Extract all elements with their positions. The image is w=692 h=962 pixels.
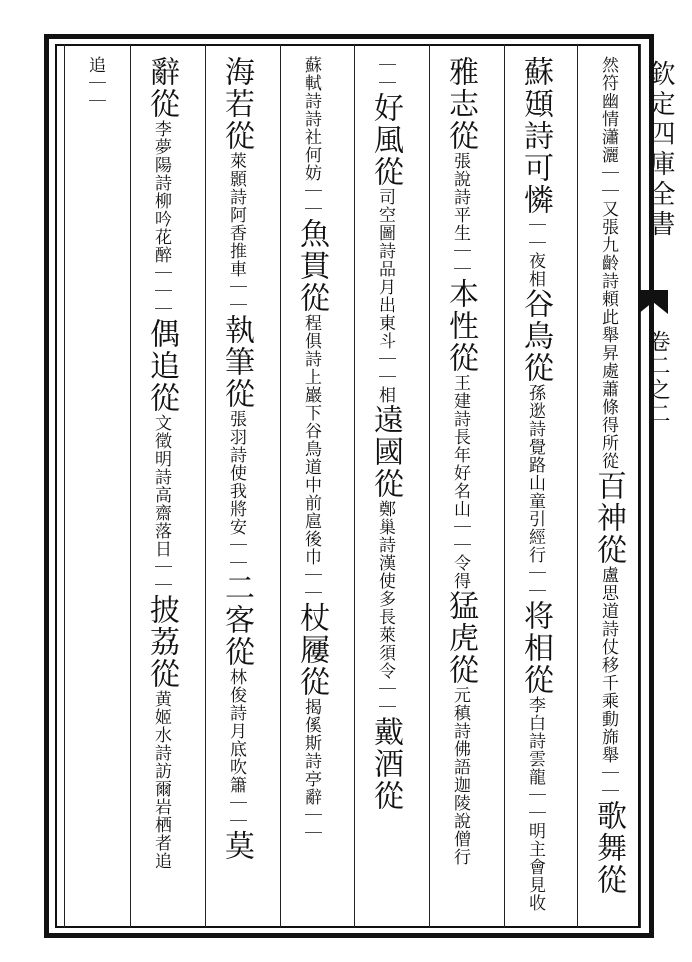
headword: 雅志從: [443, 56, 478, 152]
annotation: 張說詩平生｜｜: [450, 152, 470, 278]
annotation: 盧思道詩仗移千: [598, 566, 618, 692]
text-column: [288, 56, 334, 916]
fishtail-mark-icon: [638, 290, 668, 314]
headword: 魚貫從: [294, 218, 329, 314]
headword: 辭從: [144, 56, 179, 120]
text-column: [72, 56, 118, 916]
annotation: 程俱詩上巖下谷鳥道中前扈後巾｜｜: [301, 314, 321, 602]
annotation: 林俊詩月底吹簫｜｜: [226, 668, 246, 830]
annotation: 王建詩長年好名山｜｜令得: [450, 374, 470, 590]
margin-title: 欽定四庫全書: [645, 60, 675, 240]
annotation: 揭傒斯詩亭辭｜｜: [301, 698, 321, 842]
headword: 二客從: [219, 572, 254, 668]
column-rule: [577, 44, 578, 928]
annotation: 萊顥詩阿香推車｜｜: [226, 152, 246, 314]
headword: 好風從: [368, 92, 403, 188]
annotation: 文徵明詩高齋落日｜｜: [151, 414, 171, 594]
text-column: [213, 56, 259, 916]
headword: 戴酒從: [368, 716, 403, 812]
column-rule: [429, 44, 430, 928]
text-column: [437, 56, 483, 916]
column-rule: [64, 44, 65, 928]
headword: 披荔從: [144, 594, 179, 690]
annotation: 蘇軾詩詩社何妨｜｜: [301, 56, 321, 218]
annotation: 元稹詩佛語迦陵說僧行: [450, 686, 470, 866]
annotation: ｜｜: [375, 56, 395, 92]
annotation: 李白詩雲龍｜｜明主會見收: [525, 696, 545, 912]
annotation: ｜｜夜相: [525, 216, 545, 288]
annotation: 鄭巢詩漢使多長萊須令｜｜: [375, 500, 395, 716]
headword: 遠國從: [368, 404, 403, 500]
annotation: 然: [598, 56, 618, 74]
headword: 猛虎從: [443, 590, 478, 686]
text-column: [138, 56, 184, 916]
text-column: [512, 56, 558, 916]
annotation: 李夢陽詩柳吟花醉｜｜｜: [151, 120, 171, 318]
headword: 海若從: [219, 56, 254, 152]
headword: 谷鳥從: [518, 288, 553, 384]
headword: 執筆從: [219, 314, 254, 410]
annotation: 孫逖詩覺路山童: [525, 384, 545, 510]
text-column: [585, 56, 631, 916]
annotation: 黄姬水詩訪爾岩栖者追: [151, 690, 171, 870]
headword: 将相從: [518, 600, 553, 696]
headword: 本性從: [443, 278, 478, 374]
annotation: 司空圖詩品月出東斗｜｜相: [375, 188, 395, 404]
text-column: [362, 56, 408, 916]
margin-juan: 卷二之二: [645, 330, 670, 426]
column-rule: [280, 44, 281, 928]
annotation: 舉昇處蕭條得所從: [598, 326, 618, 470]
column-rule: [354, 44, 355, 928]
annotation: 張羽詩使我將安｜｜: [226, 410, 246, 572]
column-rule: [130, 44, 131, 928]
headword: 偶追從: [144, 318, 179, 414]
headword: 莫: [219, 830, 254, 862]
annotation: ｜｜又張九齡詩頼此: [598, 164, 618, 326]
column-rule: [504, 44, 505, 928]
annotation: 引經行｜｜: [525, 510, 545, 600]
headword: 歌舞從: [591, 800, 626, 896]
headword: 百神從: [591, 470, 626, 566]
headword: 杖屨從: [294, 602, 329, 698]
column-rule: [205, 44, 206, 928]
annotation: 乘動旆舉｜｜: [598, 692, 618, 800]
annotation: 符幽情瀟灑: [598, 74, 618, 164]
annotation: 追｜｜: [85, 56, 105, 110]
headword: 蘇頲詩可憐: [518, 56, 553, 216]
